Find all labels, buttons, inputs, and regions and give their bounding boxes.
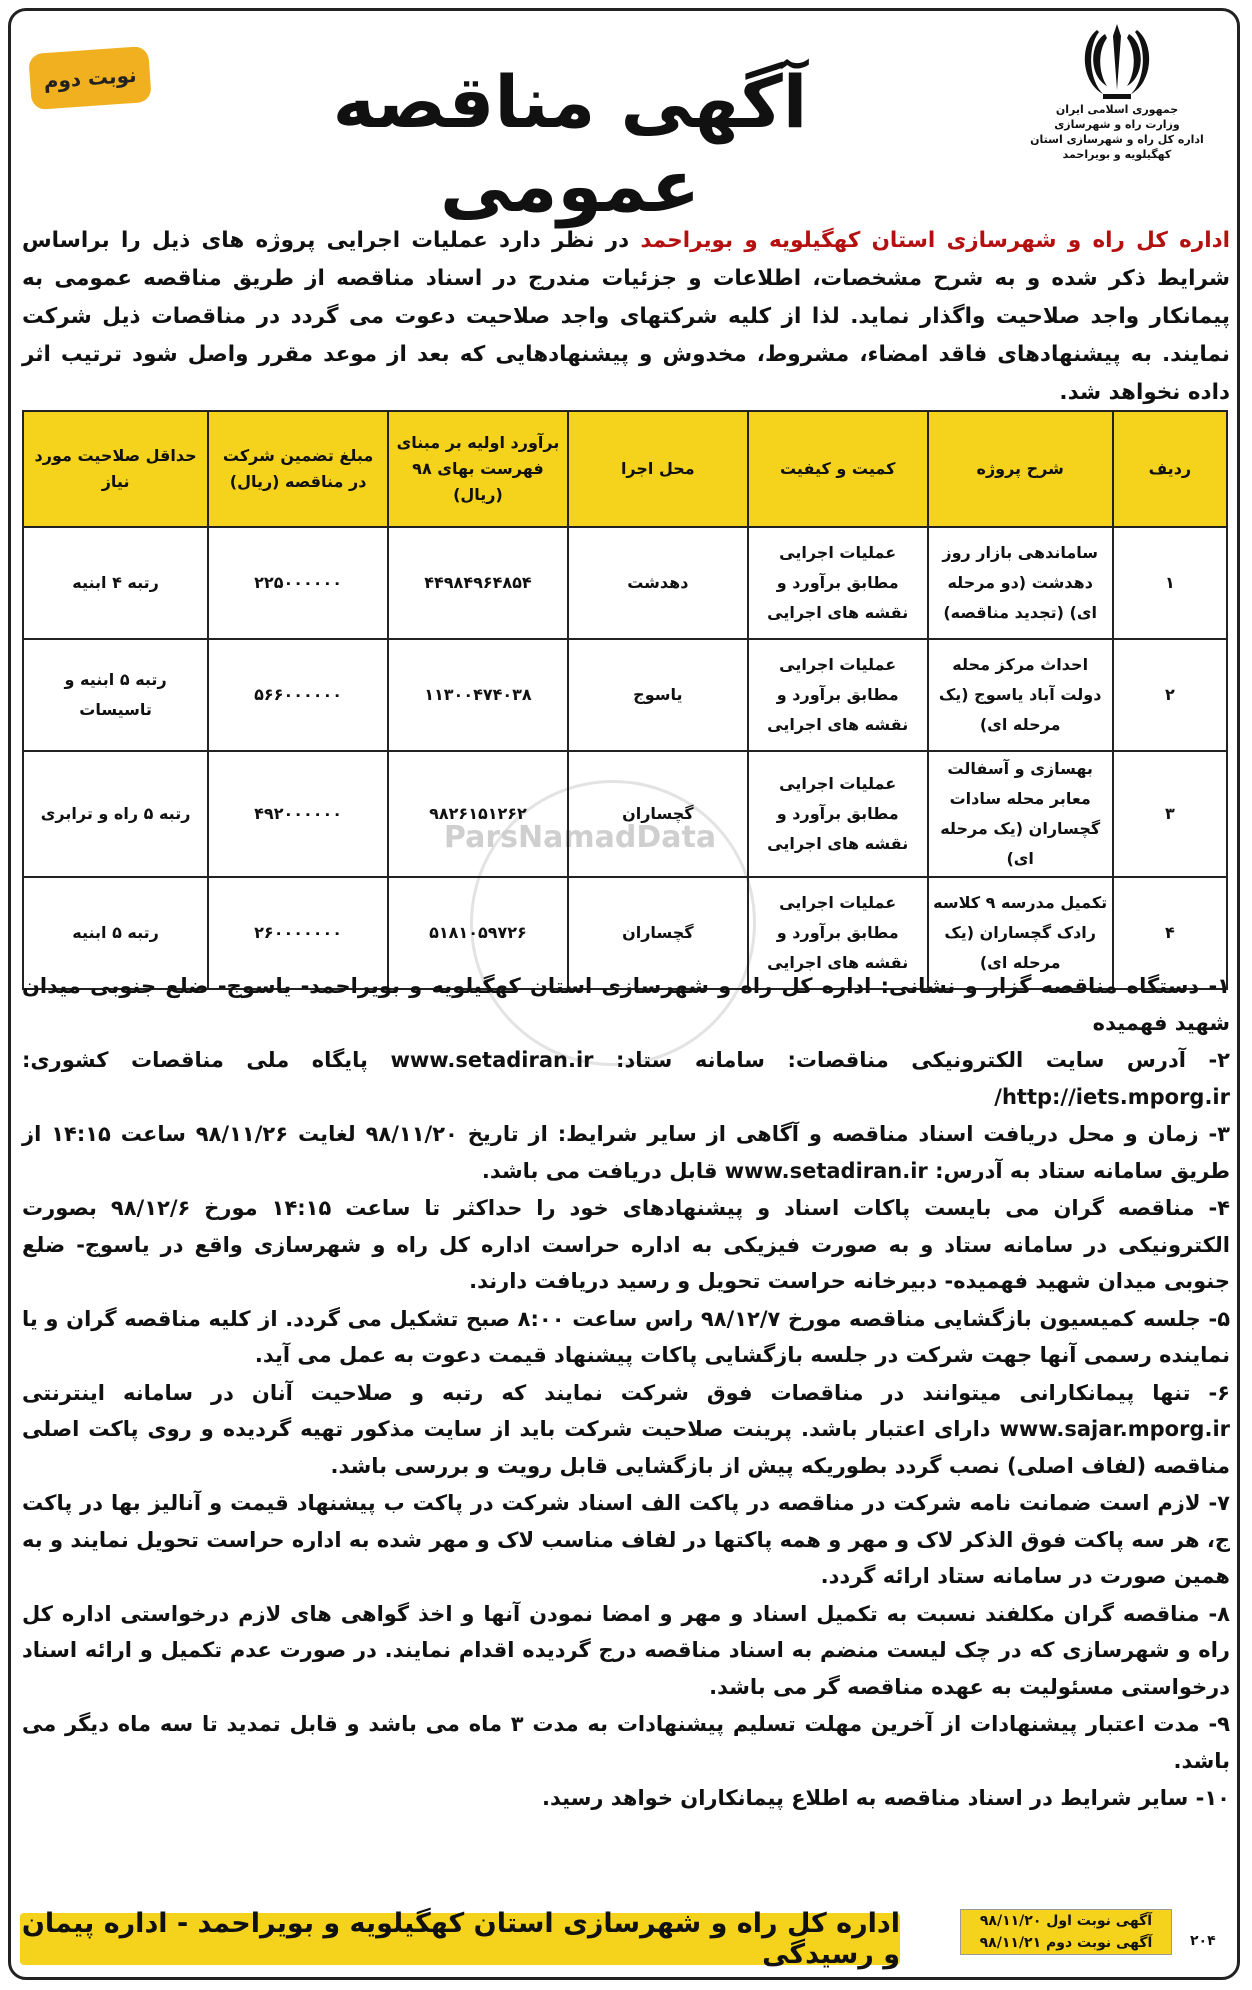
- cell-row-no: ۲: [1113, 639, 1227, 751]
- cell-location: دهدشت: [568, 527, 748, 639]
- col-header-description: شرح پروژه: [928, 411, 1113, 527]
- table-row: [23, 527, 1227, 639]
- org-line-3: اداره کل راه و شهرسازی استان: [1030, 133, 1204, 146]
- org-logo-block: [1012, 20, 1222, 200]
- table-row: [23, 639, 1227, 751]
- projects-table: [22, 410, 1228, 990]
- term-item: ۴- مناقصه گران می بایست پاکات اسناد و پیشنهادهای خود را حداکثر تا ساعت ۱۴:۱۵ مورخ ۹۸/۱۲/۶ بصورت الکترونیکی در سامانه ستاد و به صورت فیزیکی به اداره حراست اداره کل راه و شهرسازی واقع در یاسوج- ضلع جنوبی میدان شهید فهمیده- دبیرخانه حراست تحویل و رسید دریافت دارند.: [22, 1196, 1230, 1293]
- footer: [20, 1905, 1232, 1969]
- term-item: ۷- لازم است ضمانت نامه شرکت در مناقصه در پاکت الف اسناد شرکت در پاکت ب پیشنهاد قیمت و آنالیز بها در پاکت ج، هر سه پاکت فوق الذکر لاک و مهر و همه پاکتها در لفاف مناسب لاک و مهر شده به اداره حراست تحویل نمایند و به همین صورت در سامانه ستاد ارائه گردد.: [22, 1491, 1230, 1588]
- cell-quantity: عملیات اجرایی مطابق برآورد و نقشه های اجرایی: [748, 527, 928, 639]
- term-item: ۲- آدرس سایت الکترونیکی مناقصات: سامانه ستاد: www.setadiran.ir پایگاه ملی مناقصات کشوری: http://iets.mporg.ir/: [22, 1048, 1230, 1109]
- cell-location: گچساران: [568, 751, 748, 877]
- first-round-date: آگهی نوبت اول ۹۸/۱۱/۲۰: [979, 1913, 1153, 1929]
- cell-grade: رتبه ۵ راه و ترابری: [23, 751, 208, 877]
- second-round-date: آگهی نوبت دوم ۹۸/۱۱/۲۱: [979, 1935, 1153, 1951]
- cell-description: احداث مرکز محله دولت آباد یاسوج (یک مرحله ای): [928, 639, 1113, 751]
- col-header-quantity: کمیت و کیفیت: [748, 411, 928, 527]
- table-header-row: [23, 411, 1227, 527]
- cell-guarantee: ۵۶۶۰۰۰۰۰۰: [208, 639, 388, 751]
- cell-guarantee: ۲۶۰۰۰۰۰۰۰: [208, 877, 388, 989]
- table-row: [23, 751, 1227, 877]
- col-header-location: محل اجرا: [568, 411, 748, 527]
- term-item: ۱- دستگاه مناقصه گزار و نشانی: اداره کل راه و شهرسازی استان کهگیلویه و بویراحمد- یاسوج- ضلع جنوبی میدان شهید فهمیده: [22, 974, 1230, 1035]
- cell-row-no: ۱: [1113, 527, 1227, 639]
- term-item: ۵- جلسه کمیسیون بازگشایی مناقصه مورخ ۹۸/۱۲/۷ راس ساعت ۸:۰۰ صبح تشکیل می گردد. از کلیه مناقصه گران و یا نماینده رسمی آنها جهت شرکت در جلسه بازگشایی پاکات پیشنهاد قیمت دعوت به عمل می آید.: [22, 1306, 1231, 1367]
- org-line-1: جمهوری اسلامی ایران: [1055, 103, 1179, 116]
- cell-row-no: ۳: [1113, 751, 1227, 877]
- cell-quantity: عملیات اجرایی مطابق برآورد و نقشه های اجرایی: [748, 751, 928, 877]
- cell-description: تکمیل مدرسه ۹ کلاسه رادک گچساران (یک مرحله ای): [928, 877, 1113, 989]
- watermark-text: ParsNamadData: [443, 820, 717, 855]
- footer-org-bar: اداره کل راه و شهرسازی استان کهگیلویه و بویراحمد - اداره پیمان و رسیدگی: [21, 1908, 900, 1970]
- intro-text: در نظر دارد عملیات اجرایی پروژه های ذیل را براساس شرایط ذکر شده و به شرح مشخصات، اطلاعات و جزئیات مندرج در اسناد مناقصه از طریق مناقصه عمومی به پیمانکار واجد صلاحیت واگذار نماید. لذا از کلیه شرکتهای واجد صلاحیت دعوت می گردد در مناقصات ذیل شرکت نمایند. به پیشنهادهای فاقد امضاء، مشروط، مخدوش و پیشنهادهایی که بعد از موعد مقرر واصل شود ترتیب اثر داده نخواهد شد.: [22, 228, 1230, 405]
- intro-paragraph: [22, 222, 1230, 412]
- cell-location: یاسوج: [568, 639, 748, 751]
- page-title: آگهی مناقصه عمومی: [332, 60, 808, 228]
- cell-guarantee: ۲۲۵۰۰۰۰۰۰: [208, 527, 388, 639]
- terms-list: [22, 968, 1230, 1818]
- cell-row-no: ۴: [1113, 877, 1227, 989]
- publication-dates: [960, 1909, 1172, 1955]
- term-item: ۸- مناقصه گران مکلفند نسبت به تکمیل اسناد و مهر و امضا نمودن آنها و اخذ گواهی های لازم درخواستی اداره کل راه و شهرسازی که در چک لیست منضم به اسناد مناقصه درج گردیده اقدام نمایند. در صورت عدم تکمیل و ارائه اسناد درخواستی مسئولیت به عهده مناقصه گر می باشد.: [22, 1601, 1230, 1699]
- cell-location: گچساران: [568, 877, 748, 989]
- round-badge: نوبت دوم: [28, 46, 152, 110]
- intro-highlight: اداره کل راه و شهرسازی استان کهگیلویه و بویراحمد: [640, 228, 1230, 253]
- term-item: ۶- تنها پیمانکارانی میتوانند در مناقصات فوق شرکت نمایند که رتبه و صلاحیت آنان در سامانه اینترنتی www.sajar.mporg.ir دارای اعتبار باشد. پرینت صلاحیت شرکت باید از سایت مذکور تهیه گردیده و روی پاکت اصلی مناقصه (لفاف اصلی) نصب گردد بطوریکه پیش از بازگشایی قابل رویت و بررسی باشد.: [22, 1380, 1230, 1478]
- cell-quantity: عملیات اجرایی مطابق برآورد و نقشه های اجرایی: [748, 639, 928, 751]
- cell-guarantee: ۴۹۲۰۰۰۰۰۰: [208, 751, 388, 877]
- cell-grade: رتبه ۴ ابنیه: [23, 527, 208, 639]
- org-line-2: وزارت راه و شهرسازی: [1054, 118, 1180, 131]
- cell-estimate: ۱۱۳۰۰۴۷۴۰۳۸: [388, 639, 568, 751]
- term-item: ۳- زمان و محل دریافت اسناد مناقصه و آگاهی از سایر شرایط: از تاریخ ۹۸/۱۱/۲۰ لغایت ۹۸/۱۱/۲۶ ساعت ۱۴:۱۵ از طریق سامانه ستاد به آدرس: www.setadiran.ir قابل دریافت می باشد.: [22, 1122, 1230, 1183]
- col-header-row-no: ردیف: [1113, 411, 1227, 527]
- col-header-estimate: برآورد اولیه بر مبنای فهرست بهای ۹۸ (ریال): [388, 411, 568, 527]
- term-item: ۱۰- سایر شرایط در اسناد مناقصه به اطلاع پیمانکاران خواهد رسید.: [542, 1786, 1230, 1810]
- cell-estimate: ۹۸۲۶۱۵۱۲۶۲: [388, 751, 568, 877]
- iran-emblem-icon: [1077, 20, 1157, 102]
- term-item: ۹- مدت اعتبار پیشنهادات از آخرین مهلت تسلیم پیشنهادات به مدت ۳ ماه می باشد و قابل تمدید تا سه ماه دیگر می باشد.: [22, 1712, 1230, 1773]
- header: [20, 20, 1232, 228]
- cell-description: بهسازی و آسفالت معابر محله سادات گچساران (یک مرحله ای): [928, 751, 1113, 877]
- col-header-grade: حداقل صلاحیت مورد نیاز: [23, 411, 208, 527]
- org-line-4: کهگیلویه و بویراحمد: [1062, 148, 1172, 161]
- cell-estimate: ۵۱۸۱۰۵۹۷۲۶: [388, 877, 568, 989]
- cell-grade: رتبه ۵ ابنیه و تاسیسات: [23, 639, 208, 751]
- col-header-guarantee: مبلغ تضمین شرکت در مناقصه (ریال): [208, 411, 388, 527]
- cell-description: ساماندهی بازار روز دهدشت (دو مرحله ای) (تجدید مناقصه): [928, 527, 1113, 639]
- cell-quantity: عملیات اجرایی مطابق برآورد و نقشه های اجرایی: [748, 877, 928, 989]
- page-number: ۲۰۴: [1190, 1933, 1216, 1949]
- cell-grade: رتبه ۵ ابنیه: [23, 877, 208, 989]
- cell-estimate: ۴۴۹۸۴۹۶۴۸۵۴: [388, 527, 568, 639]
